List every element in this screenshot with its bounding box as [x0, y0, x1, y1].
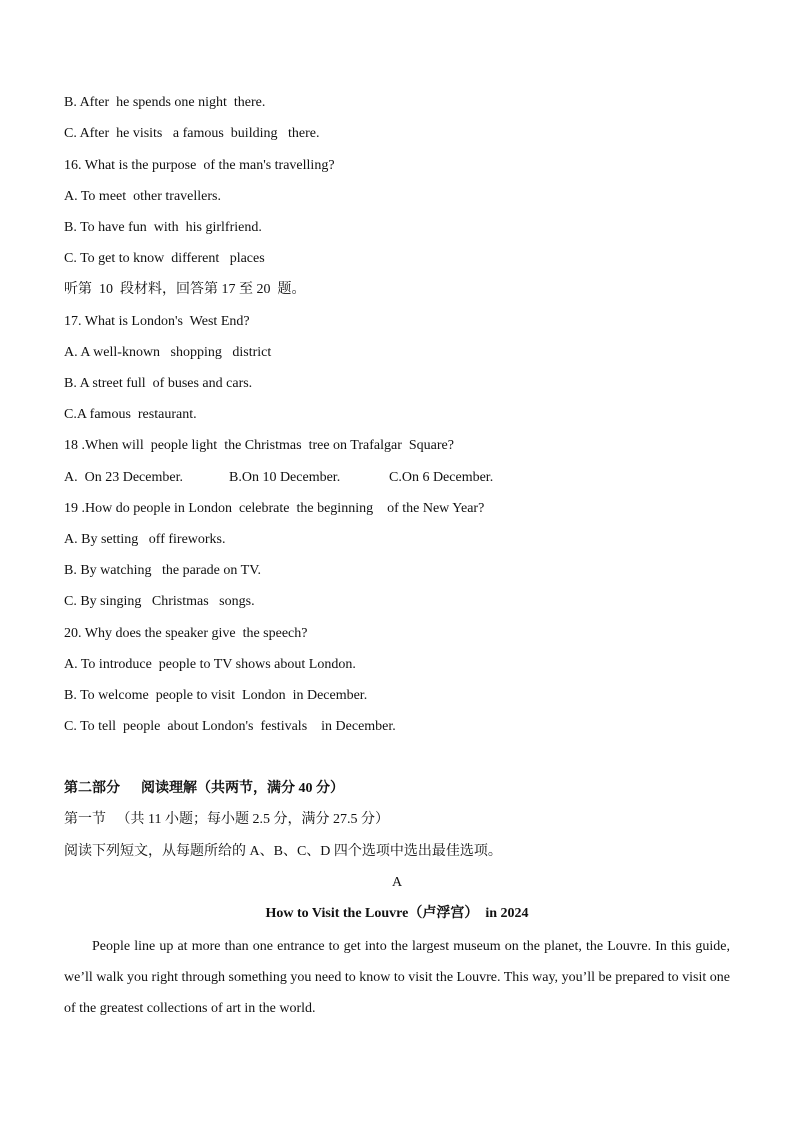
- q18-options: [64, 469, 730, 487]
- q17-option-c: C.A famous restaurant.: [64, 407, 197, 422]
- q19-option-c: C. By singing Christmas songs.: [64, 594, 255, 609]
- q18-option-c: C.On 6 December.: [389, 470, 494, 485]
- q17-stem: 17. What is London's West End?: [64, 314, 250, 329]
- q15-option-b: B. After he spends one night there.: [64, 95, 266, 110]
- q19-option-a: A. By setting off fireworks.: [64, 532, 226, 547]
- q16-option-a: A. To meet other travellers.: [64, 189, 221, 204]
- q19-stem: 19 .How do people in London celebrate the beginning of the New Year?: [64, 501, 485, 516]
- q15-option-c: C. After he visits a famous building there.: [64, 126, 320, 141]
- q16-option-c: C. To get to know different places: [64, 251, 265, 266]
- passage-title: How to Visit the Louvre（卢浮宫） in 2024: [265, 906, 529, 921]
- q20-stem: 20. Why does the speaker give the speech?: [64, 626, 308, 641]
- q16-option-b: B. To have fun with his girlfriend.: [64, 220, 262, 235]
- q20-option-b: B. To welcome people to visit London in December.: [64, 688, 368, 703]
- part2-heading: 第二部分 阅读理解（共两节，满分 40 分）: [64, 781, 344, 796]
- q19-option-b: B. By watching the parade on TV.: [64, 563, 262, 578]
- section1-heading: 第一节 （共 11 小题；每小题 2.5 分，满分 27.5 分）: [64, 812, 389, 827]
- q17-option-a: A. A well-known shopping district: [64, 345, 272, 360]
- q20-option-c: C. To tell people about London's festivals in December.: [64, 719, 396, 734]
- reading-instruction: 阅读下列短文，从每题所给的 A、B、C、D 四个选项中选出最佳选项。: [64, 844, 502, 859]
- q16-stem: 16. What is the purpose of the man's travelling?: [64, 158, 335, 173]
- passage-paragraph: People line up at more than one entrance to get into the largest museum on the planet, the Louvre. In this guide, we’ll walk you right through something you need to know to visit the Louvre. This way, you’ll be prepared to visit one of the greatest collections of art in the world.: [64, 939, 730, 1016]
- q18-option-a: A. On 23 December.: [64, 470, 183, 485]
- q20-option-a: A. To introduce people to TV shows about London.: [64, 657, 356, 672]
- q17-option-b: B. A street full of buses and cars.: [64, 376, 253, 391]
- passage-letter: A: [391, 875, 403, 890]
- section10-instruction: 听第 10 段材料，回答第 17 至 20 题。: [64, 282, 306, 297]
- q18-option-b: B.On 10 December.: [229, 470, 341, 485]
- q18-stem: 18 .When will people light the Christmas tree on Trafalgar Square?: [64, 438, 454, 453]
